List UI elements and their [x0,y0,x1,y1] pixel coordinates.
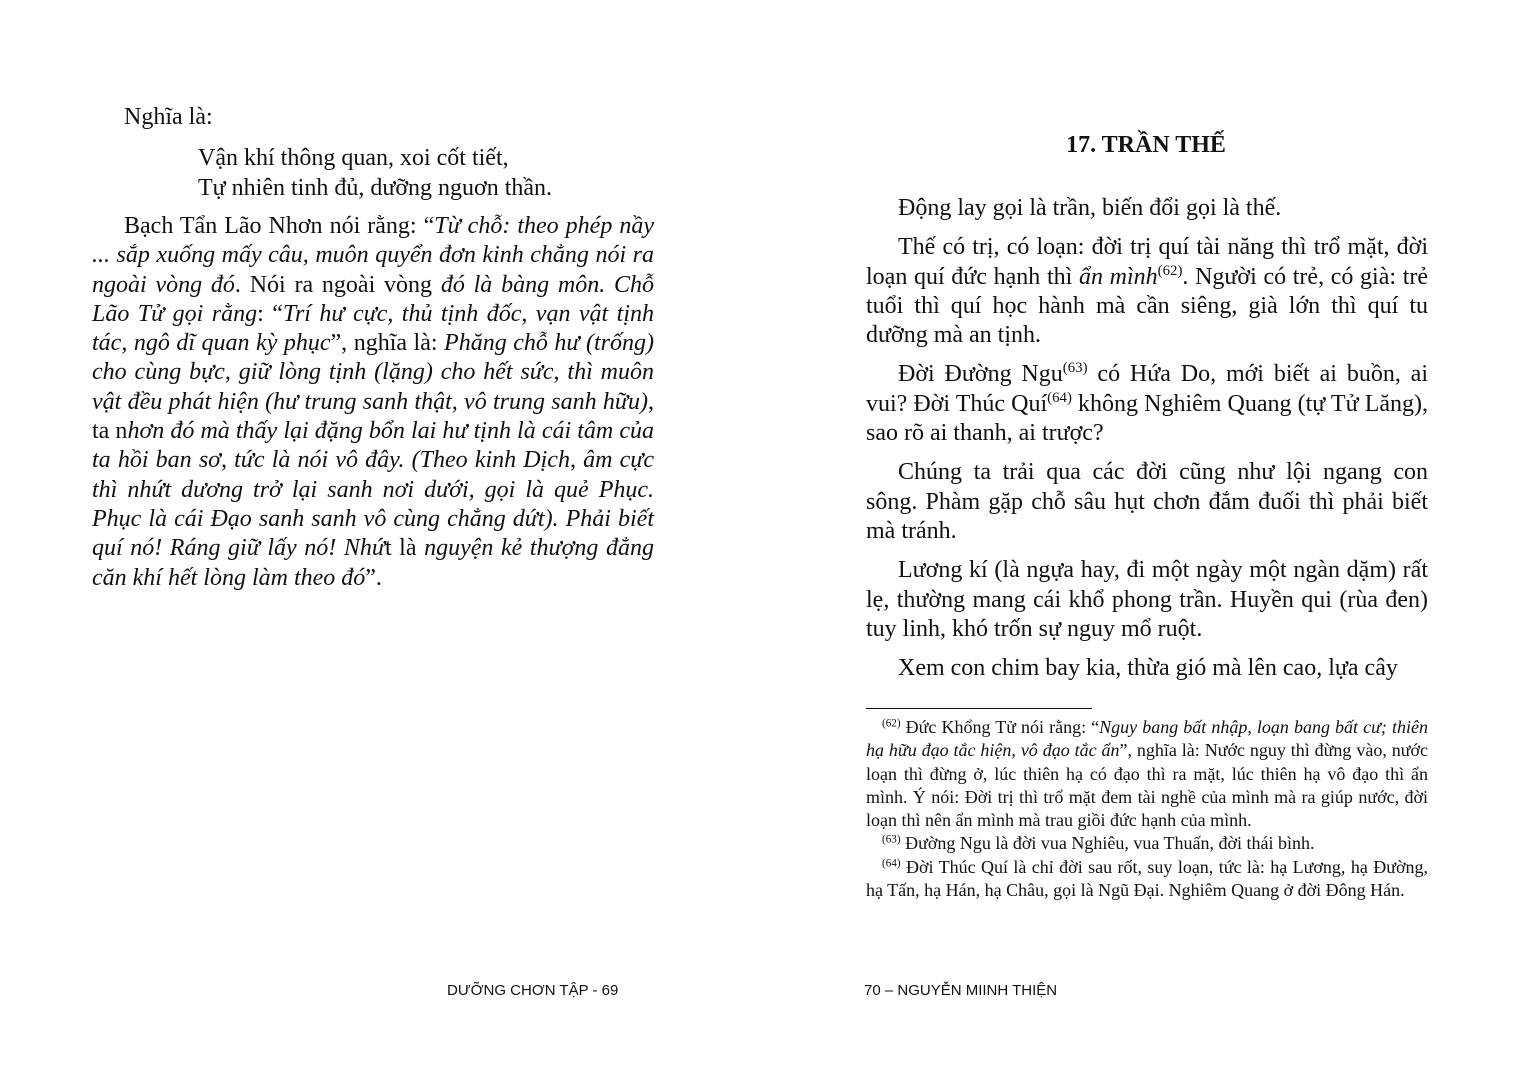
chapter-body [866,194,1428,693]
text-run: : “ [257,300,283,327]
text-run: Đức Khổng Tử nói rằng: “ [900,717,1100,737]
text-run: ”. [365,564,382,591]
body-paragraph [866,360,1428,448]
intro-line: Nghĩa là: [124,104,213,130]
text-run: t là [384,535,425,562]
text-run: ”, nghĩa là: Nước nguy thì đừng vào, nước loạn thì đừng ở, lúc thiên hạ có đạo thì ra mặt, lúc thiên hạ vô đạo thì ẩn mình. Ý nói: Đời trị thì trổ mặt đem tài nghề của mình mà ra giúp nước, đời loạn thì nên ẩn mình mà trau giồi đức hạnh của mình. [866,740,1428,831]
text-run-italic: Phăng chỗ hư (trống) cho cùng bực, giữ lòng tịnh (lặng) cho hết sức, thì muôn vật đều phát hiện (hư trung sanh thật, vô trung sanh hữu) [92,330,654,415]
footnote-ref: (64) [1047,389,1072,406]
page-footer: DƯỠNG CHƠN TẬP - 69 [447,982,619,999]
right-page [760,0,1520,1076]
text-run: Bạch Tẩn Lão Nhơn nói rằng: “ [124,213,435,239]
chapter-title: 17. TRẦN THẾ [1066,132,1226,158]
text-run-italic: Từ chỗ: theo phép nầy ... sắp xuống mấy câu, muôn quyển đơn kinh chẳng nói ra ngoài vòng đó [92,213,654,298]
body-paragraph: Xem con chim bay kia, thừa gió mà lên cao, lựa cây [898,655,1398,682]
footnote [866,716,1428,832]
text-run-italic: đó là bàng môn. Chỗ Lão Tử gọi rằng [92,271,654,327]
footnote-ref: (62) [1157,262,1183,279]
poem-line: Tự nhiên tinh đủ, dưỡng nguơn thần. [198,175,553,201]
text-run: không Nghiêm Quang (tự Tử Lăng), sao rõ ai thanh, ai trược? [866,390,1428,447]
text-run-italic: Trí hư cực, thủ tịnh đốc, vạn vật tịnh tác, ngô dĩ quan kỳ phục [92,300,654,357]
body-paragraph: Lương kí (là ngựa hay, đi một ngày một ngàn dặm) rất lẹ, thường mang cái khổ phong trần. Huyền qui (rùa đen) tuy linh, khó trốn sự nguy mổ ruột. [866,557,1428,642]
poem-line: Vận khí thông quan, xoi cốt tiết, [198,145,509,171]
page-footer: 70 – NGUYỄN MIINH THIỆN [864,982,1058,999]
text-run: Đường Ngu là đời vua Nghiêu, vua Thuấn, đời thái bình. [900,833,1315,854]
text-run-italic: ẩn mình [1078,263,1158,290]
text-run: Thế có trị, có loạn: đời trị quí tài năng thì trổ mặt, đời loạn quí đức hạnh thì [866,234,1428,290]
text-run-italic: Nguy bang bất nhập, loạn bang bất cư; thiên hạ hữu đạo tắc hiện, vô đạo tắc ẩn [866,717,1428,761]
text-run: ”, nghĩa là: [330,330,445,357]
footnote-number: (62) [882,717,901,730]
footnote-number: (64) [882,857,901,870]
body-paragraph [92,212,654,593]
footnote [866,832,1428,855]
body-paragraph: Động lay gọi là trần, biến đổi gọi là thế. [898,195,1282,221]
body-paragraph [866,233,1428,350]
text-run: . Nói ra ngoài vòng [234,271,441,298]
footnote [866,856,1428,903]
text-run: , ta n [92,388,654,445]
text-run: Đời Thúc Quí là chỉ đời sau rốt, suy loạn, tức là: hạ Lương, hạ Đường, hạ Tấn, hạ Hán, hạ Châu, gọi là Ngũ Đại. Nghiêm Quang ở đời Đông Hán. [866,856,1428,901]
footnote-number: (63) [882,833,901,846]
text-run: Đời Đường Ngu [898,361,1063,388]
footnote-ref: (63) [1062,360,1088,377]
body-paragraph: Chúng ta trải qua các đời cũng như lội ngang con sông. Phàm gặp chỗ sâu hụt chơn đắm đuối thì phải biết mà tránh. [866,459,1428,544]
text-run: có Hứa Do, mới biết ai buồn, ai vui? Đời Thúc Quí [866,361,1428,417]
text-run-italic: hơn đó mà thấy lại đặng bổn lai hư tịnh là cái tâm của ta hồi ban sơ, tức là nói vô đây. (Theo kinh Dịch, âm cực thì nhứt dương trở lại sanh nơi dưới, gọi là quẻ Phục. Phục là cái Đạo sanh sanh vô cùng chẳng dứt). Phải biết quí nó! Ráng giữ lấy nó! Nhứ [92,418,655,562]
footnotes [866,716,1428,902]
footnote-separator [866,708,1092,709]
text-run-italic: nguyện kẻ thượng đẳng căn khí hết lòng làm theo đó [92,535,654,591]
poem-verse [198,143,552,203]
text-run: . Người có trẻ, có già: trẻ tuổi thì quí học hành mà cần siêng, già lớn thì quí tu dưỡng mà an tịnh. [866,263,1429,349]
